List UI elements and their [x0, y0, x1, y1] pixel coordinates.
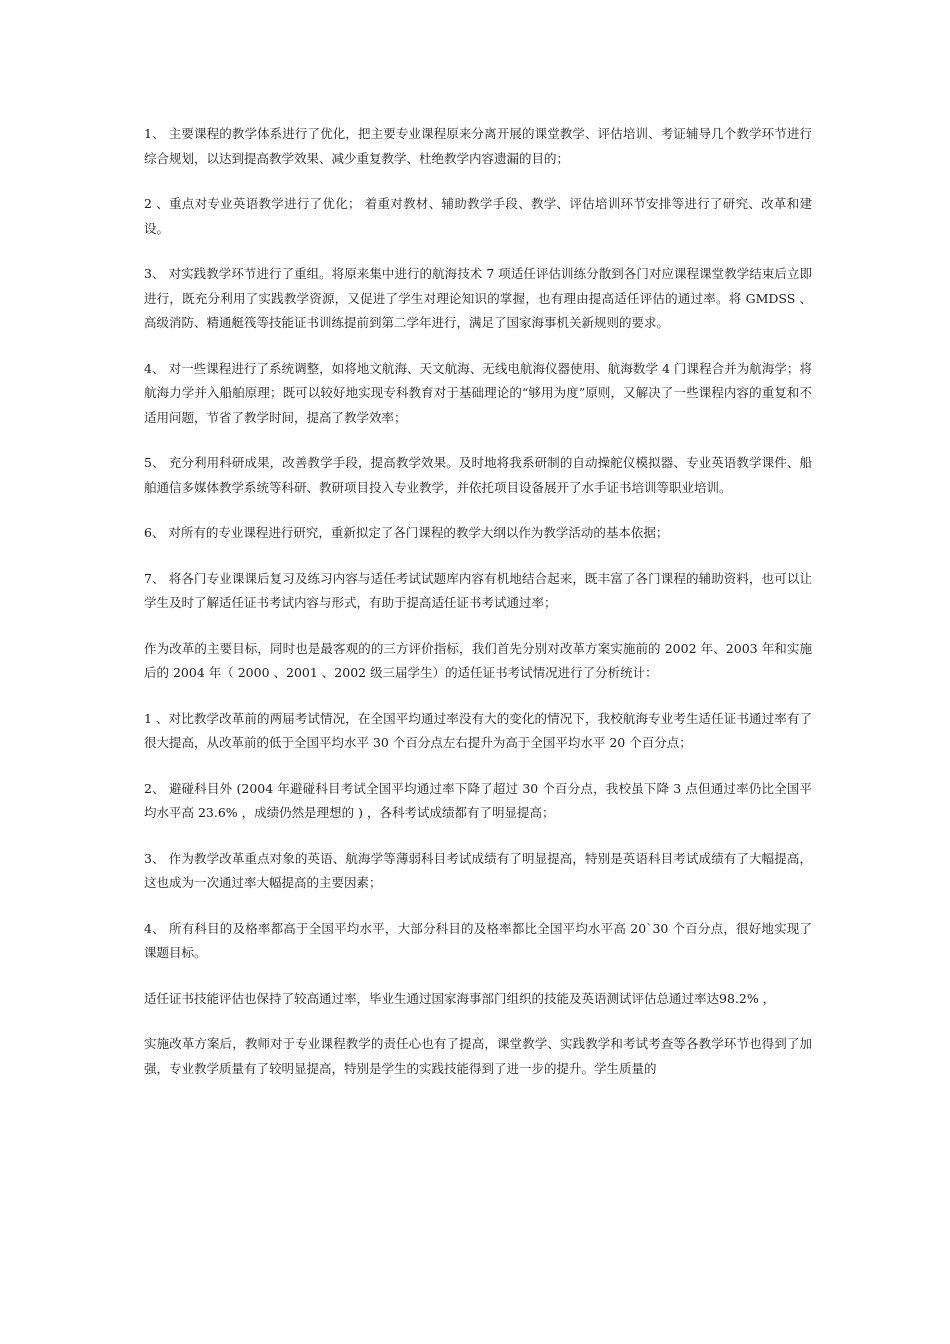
paragraph-1: 1、 主要课程的教学体系进行了优化，把主要专业课程原来分离开展的课堂教学、评估培训、考证辅导几个教学环节进行综合规划，以达到提高教学效果、减少重复教学、杜绝教学内容遗漏的目的；	[144, 126, 812, 166]
document-body	[144, 122, 812, 1102]
paragraph-7: 7、 将各门专业课课后复习及练习内容与适任考试试题库内容有机地结合起来，既丰富了各门课程的辅助资料，也可以让学生及时了解适任证书考试内容与形式，有助于提高适任证书考试通过率；	[144, 570, 812, 610]
paragraph-10: 2、 避碰科目外 (2004 年避碰科目考试全国平均通过率下降了超过 30 个百分点，我校虽下降 3 点但通过率仍比全国平均水平高 23.6% ，成绩仍然是理想的 ) ，各科考试成绩都有了明显提高；	[144, 780, 812, 820]
paragraph-6: 6、 对所有的专业课程进行研究，重新拟定了各门课程的教学大纲以作为教学活动的基本依据；	[144, 525, 669, 540]
paragraph-2: 2 、重点对专业英语教学进行了优化； 着重对教材、辅助教学手段、教学、评估培训环节安排等进行了研究、改革和建设。	[144, 196, 812, 236]
paragraph-11: 3、 作为教学改革重点对象的英语、航海学等薄弱科目考试成绩有了明显提高，特别是英语科目考试成绩有了大幅提高，这也成为一次通过率大幅提高的主要因素；	[144, 850, 812, 890]
paragraph-13: 适任证书技能评估也保持了较高通过率，毕业生通过国家海事部门组织的技能及英语测试评估总通过率达98.2% ，	[144, 990, 776, 1006]
paragraph-12: 4、 所有科目的及格率都高于全国平均水平，大部分科目的及格率都比全国平均水平高 20`30 个百分点，很好地实现了课题目标。	[144, 920, 812, 960]
paragraph-14: 实施改革方案后，教师对于专业课程教学的责任心也有了提高，课堂教学、实践教学和考试考查等各教学环节也得到了加强，专业教学质量有了较明显提高，特别是学生的实践技能得到了进一步的提升。学生质量的	[144, 1036, 812, 1076]
paragraph-8: 作为改革的主要目标，同时也是最客观的的三方评价指标，我们首先分别对改革方案实施前的 2002 年、2003 年和实施后的 2004 年（ 2000 、2001 、2002 级三届学生）的适任证书考试情况进行了分析统计：	[144, 640, 812, 680]
paragraph-4: 4、 对一些课程进行了系统调整，如将地文航海、天文航海、无线电航海仪器使用、航海数学 4 门课程合并为航海学；将航海力学并入船舶原理；既可以较好地实现专科教育对于基础理论的“够用为度”原则，又解决了一些课程内容的重复和不适用问题，节省了教学时间，提高了教学效率；	[144, 360, 812, 425]
paragraph-9: 1 、对比教学改革前的两届考试情况，在全国平均通过率没有大的变化的情况下，我校航海专业考生适任证书通过率有了很大提高，从改革前的低于全国平均水平 30 个百分点左右提升为高于全国平均水平 20 个百分点；	[144, 710, 812, 750]
paragraph-5: 5、 充分利用科研成果，改善教学手段，提高教学效果。及时地将我系研制的自动操舵仪模拟器、专业英语教学课件、船舶通信多媒体教学系统等科研、教研项目投入专业教学，并依托项目设备展开了水手证书培训等职业培训。	[144, 455, 812, 495]
paragraph-3: 3、 对实践教学环节进行了重组。将原来集中进行的航海技术 7 项适任评估训练分散到各门对应课程课堂教学结束后立即进行，既充分利用了实践教学资源，又促进了学生对理论知识的掌握，也有理由提高适任评估的通过率。将 GMDSS 、高级消防、精通艇筏等技能证书训练提前到第二学年进行，满足了国家海事机关新规则的要求。	[144, 266, 812, 330]
